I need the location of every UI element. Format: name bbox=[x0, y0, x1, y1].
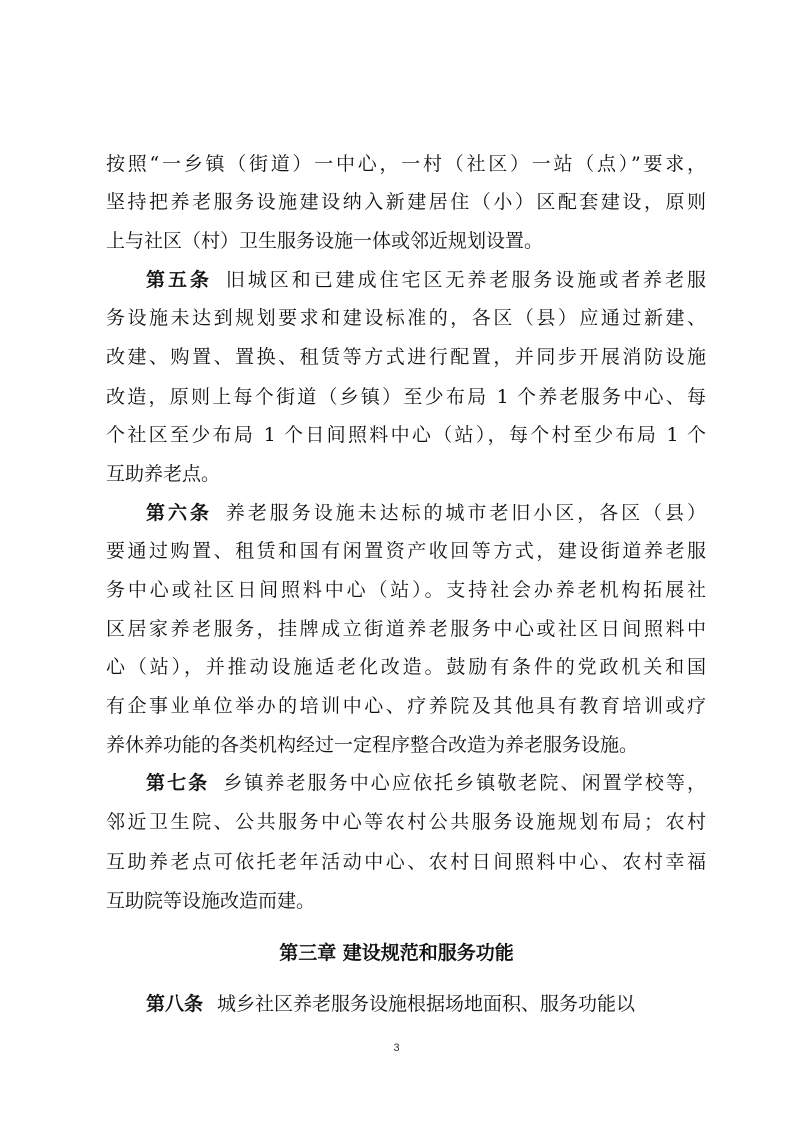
paragraph-line: 邻近卫生院、公共服务中心等农村公共服务设施规划布局；农村 bbox=[106, 811, 706, 833]
paragraph-line: 改造，原则上每个街道（乡镇）至少布局 1 个养老服务中心、每 bbox=[106, 386, 706, 408]
paragraph-line: 坚持把养老服务设施建设纳入新建居住（小）区配套建设，原则 bbox=[106, 191, 706, 213]
article-6-text: 养老服务设施未达标的城市老旧小区，各区（县） bbox=[225, 502, 706, 524]
article-8-label: 第八条 bbox=[146, 993, 204, 1015]
paragraph-line: 按照“一乡镇（街道）一中心，一村（社区）一站（点）”要求， bbox=[106, 153, 706, 175]
chapter-heading: 第三章 建设规范和服务功能 bbox=[279, 942, 514, 964]
article-5-first-line bbox=[146, 268, 706, 292]
article-6-label: 第六条 bbox=[146, 502, 212, 524]
paragraph-line: 互助院等设施改造而建。 bbox=[106, 890, 316, 912]
article-6-first-line bbox=[146, 501, 706, 525]
article-7-first-line bbox=[146, 771, 706, 795]
paragraph-line: 上与社区（村）卫生服务设施一体或邻近规划设置。 bbox=[106, 230, 544, 252]
article-7-text: 乡镇养老服务中心应依托乡镇敬老院、闲置学校等， bbox=[223, 772, 706, 794]
paragraph-line: 区居家养老服务，挂牌成立街道养老服务中心或社区日间照料中 bbox=[106, 618, 706, 640]
article-5-label: 第五条 bbox=[146, 269, 212, 291]
paragraph-line: 有企事业单位举办的培训中心、疗养院及其他具有教育培训或疗 bbox=[106, 695, 706, 717]
paragraph-line: 养休养功能的各类机构经过一定程序整合改造为养老服务设施。 bbox=[106, 734, 639, 756]
paragraph-line: 心（站），并推动设施适老化改造。鼓励有条件的党政机关和国 bbox=[106, 656, 706, 678]
paragraph-line: 改建、购置、置换、租赁等方式进行配置，并同步开展消防设施 bbox=[106, 346, 706, 368]
article-7-label: 第七条 bbox=[146, 772, 210, 794]
paragraph-line: 务中心或社区日间照料中心（站）。支持社会办养老机构拓展社 bbox=[106, 579, 706, 601]
paragraph-line: 互助养老点。 bbox=[106, 463, 221, 485]
paragraph-line: 要通过购置、租赁和国有闲置资产收回等方式，建设街道养老服 bbox=[106, 540, 706, 562]
paragraph-line: 务设施未达到规划要求和建设标准的，各区（县）应通过新建、 bbox=[106, 307, 706, 329]
article-5-text: 旧城区和已建成住宅区无养老服务设施或者养老服 bbox=[225, 269, 706, 291]
article-8-text: 城乡社区养老服务设施根据场地面积、服务功能以 bbox=[217, 993, 636, 1015]
article-8-first-line bbox=[146, 992, 706, 1016]
page-number: 3 bbox=[393, 1042, 400, 1054]
paragraph-line: 个社区至少布局 1 个日间照料中心（站），每个村至少布局 1 个 bbox=[106, 424, 706, 446]
paragraph-line: 互助养老点可依托老年活动中心、农村日间照料中心、农村幸福 bbox=[106, 851, 706, 873]
